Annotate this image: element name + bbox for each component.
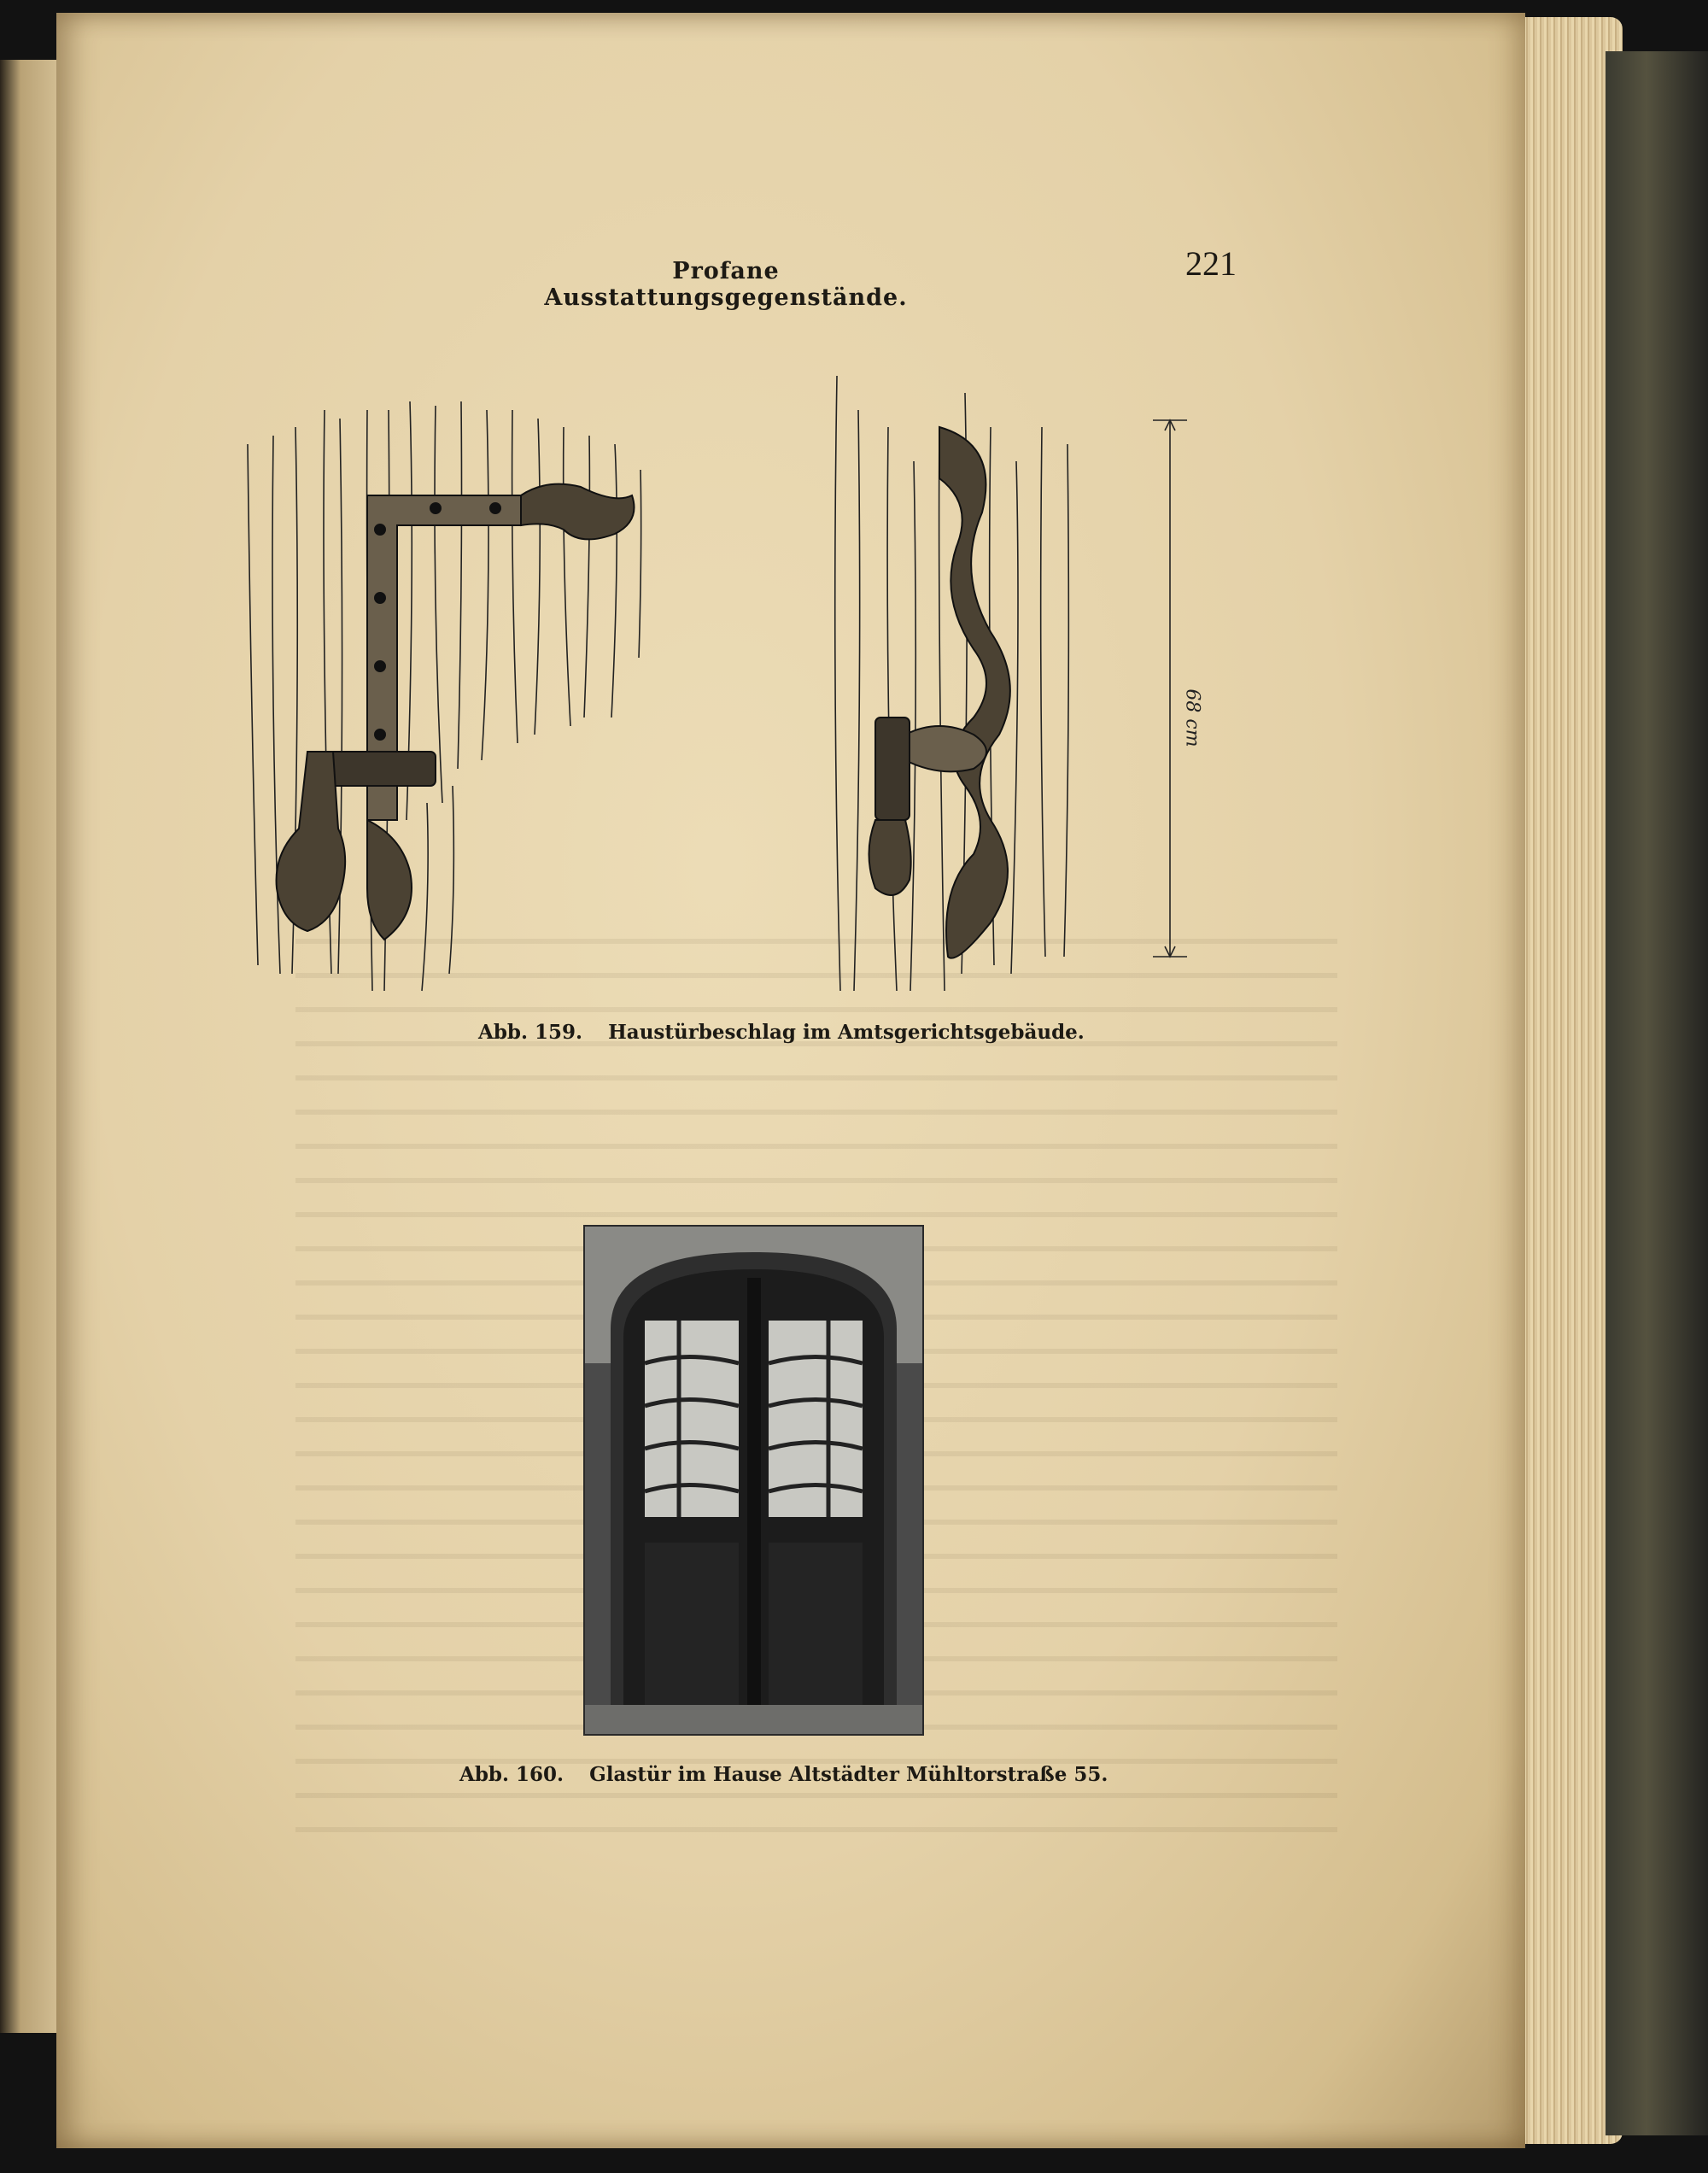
- figure-160-number: Abb. 160.: [459, 1763, 564, 1786]
- hinge-left: [277, 484, 635, 940]
- figure-159-hinge-drawing: [239, 376, 1213, 1008]
- figure-159-text: Haustürbeschlag im Amtsgerichtsgebäude.: [608, 1021, 1085, 1044]
- figure-160-caption: [459, 1763, 1108, 1786]
- figure-159-caption: [478, 1021, 1085, 1044]
- figure-160-photo: [583, 1225, 924, 1736]
- book-page: [56, 13, 1525, 2148]
- scale-label: 68 cm: [1181, 688, 1203, 747]
- running-title: Profane Ausstattungsgegenstände.: [544, 258, 908, 311]
- figure-160-text: Glastür im Hause Altstädter Mühltorstraße 55.: [589, 1763, 1108, 1786]
- figure-159-number: Abb. 159.: [478, 1021, 583, 1044]
- glass-door-image: [585, 1227, 922, 1734]
- book-cover: [1606, 51, 1708, 2135]
- page-number: 221: [1185, 244, 1237, 283]
